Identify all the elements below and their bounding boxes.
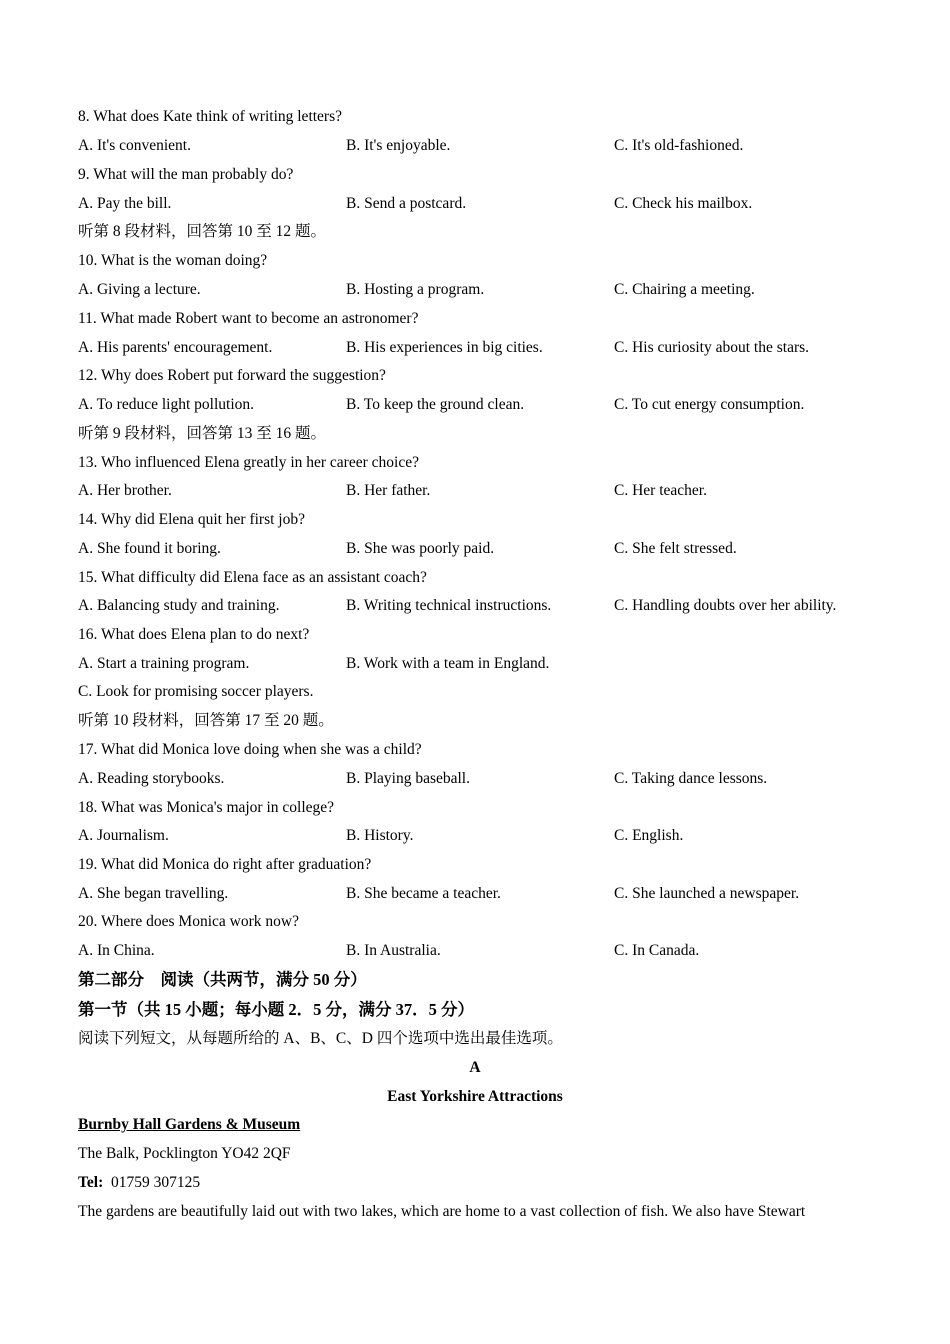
q19-option-c: C. She launched a newspaper. (614, 885, 800, 902)
q13-option-b: B. Her father. (346, 482, 431, 499)
question-16: 16. What does Elena plan to do next? (78, 626, 310, 643)
q15-option-a: A. Balancing study and training. (78, 597, 280, 614)
question-18: 18. What was Monica's major in college? (78, 799, 335, 816)
q16-option-c: C. Look for promising soccer players. (78, 683, 314, 700)
q13-option-a: A. Her brother. (78, 482, 172, 499)
q10-option-a: A. Giving a lecture. (78, 281, 201, 298)
q18-option-c: C. English. (614, 827, 684, 844)
q9-option-a: A. Pay the bill. (78, 195, 172, 212)
attraction-address: The Balk, Pocklington YO42 2QF (78, 1145, 291, 1162)
q15-option-c: C. Handling doubts over her ability. (614, 597, 837, 614)
q11-option-c: C. His curiosity about the stars. (614, 339, 810, 356)
part-2-heading: 第二部分 阅读（共两节，满分 50 分） (78, 970, 367, 989)
q11-option-a: A. His parents' encouragement. (78, 339, 273, 356)
q8-option-b: B. It's enjoyable. (346, 137, 451, 154)
question-11: 11. What made Robert want to become an astronomer? (78, 310, 419, 327)
tel-number: 01759 307125 (111, 1174, 201, 1191)
q20-option-c: C. In Canada. (614, 942, 700, 959)
passage-letter: A (469, 1059, 481, 1076)
question-14: 14. Why did Elena quit her first job? (78, 511, 305, 528)
q9-option-b: B. Send a postcard. (346, 195, 467, 212)
question-15: 15. What difficulty did Elena face as an assistant coach? (78, 569, 427, 586)
attraction-name: Burnby Hall Gardens & Museum (78, 1116, 301, 1133)
question-17: 17. What did Monica love doing when she was a child? (78, 741, 422, 758)
q17-option-a: A. Reading storybooks. (78, 770, 225, 787)
question-9: 9. What will the man probably do? (78, 166, 294, 183)
attraction-description: The gardens are beautifully laid out with two lakes, which are home to a vast collection of fish. We also have Stewart (78, 1203, 806, 1220)
q12-option-b: B. To keep the ground clean. (346, 396, 525, 413)
q8-option-a: A. It's convenient. (78, 137, 191, 154)
question-19: 19. What did Monica do right after graduation? (78, 856, 372, 873)
q17-option-c: C. Taking dance lessons. (614, 770, 768, 787)
q12-option-c: C. To cut energy consumption. (614, 396, 805, 413)
section-10-instruction: 听第 10 段材料，回答第 17 至 20 题。 (78, 712, 334, 729)
q10-option-b: B. Hosting a program. (346, 281, 485, 298)
q14-option-b: B. She was poorly paid. (346, 540, 495, 557)
q8-option-c: C. It's old-fashioned. (614, 137, 744, 154)
q10-option-c: C. Chairing a meeting. (614, 281, 755, 298)
q19-option-a: A. She began travelling. (78, 885, 229, 902)
part-2-section-1-heading: 第一节（共 15 小题；每小题 2．5 分，满分 37．5 分） (78, 1000, 474, 1019)
q16-option-b: B. Work with a team in England. (346, 655, 550, 672)
q18-option-a: A. Journalism. (78, 827, 169, 844)
q17-option-b: B. Playing baseball. (346, 770, 470, 787)
question-12: 12. Why does Robert put forward the suggestion? (78, 367, 386, 384)
attraction-tel (78, 1173, 200, 1193)
q20-option-b: B. In Australia. (346, 942, 441, 959)
q9-option-c: C. Check his mailbox. (614, 195, 753, 212)
section-9-instruction: 听第 9 段材料，回答第 13 至 16 题。 (78, 425, 327, 442)
q15-option-b: B. Writing technical instructions. (346, 597, 552, 614)
question-13: 13. Who influenced Elena greatly in her career choice? (78, 454, 419, 471)
q19-option-b: B. She became a teacher. (346, 885, 501, 902)
q20-option-a: A. In China. (78, 942, 155, 959)
tel-label: Tel: (78, 1174, 104, 1191)
q14-option-a: A. She found it boring. (78, 540, 221, 557)
q16-option-a: A. Start a training program. (78, 655, 250, 672)
section-8-instruction: 听第 8 段材料，回答第 10 至 12 题。 (78, 223, 327, 240)
q12-option-a: A. To reduce light pollution. (78, 396, 254, 413)
question-20: 20. Where does Monica work now? (78, 913, 299, 930)
reading-instruction: 阅读下列短文，从每题所给的 A、B、C、D 四个选项中选出最佳选项。 (78, 1030, 563, 1047)
q13-option-c: C. Her teacher. (614, 482, 707, 499)
question-8: 8. What does Kate think of writing letters? (78, 108, 343, 125)
question-10: 10. What is the woman doing? (78, 252, 268, 269)
q14-option-c: C. She felt stressed. (614, 540, 737, 557)
q11-option-b: B. His experiences in big cities. (346, 339, 543, 356)
q18-option-b: B. History. (346, 827, 414, 844)
passage-title: East Yorkshire Attractions (387, 1088, 563, 1105)
